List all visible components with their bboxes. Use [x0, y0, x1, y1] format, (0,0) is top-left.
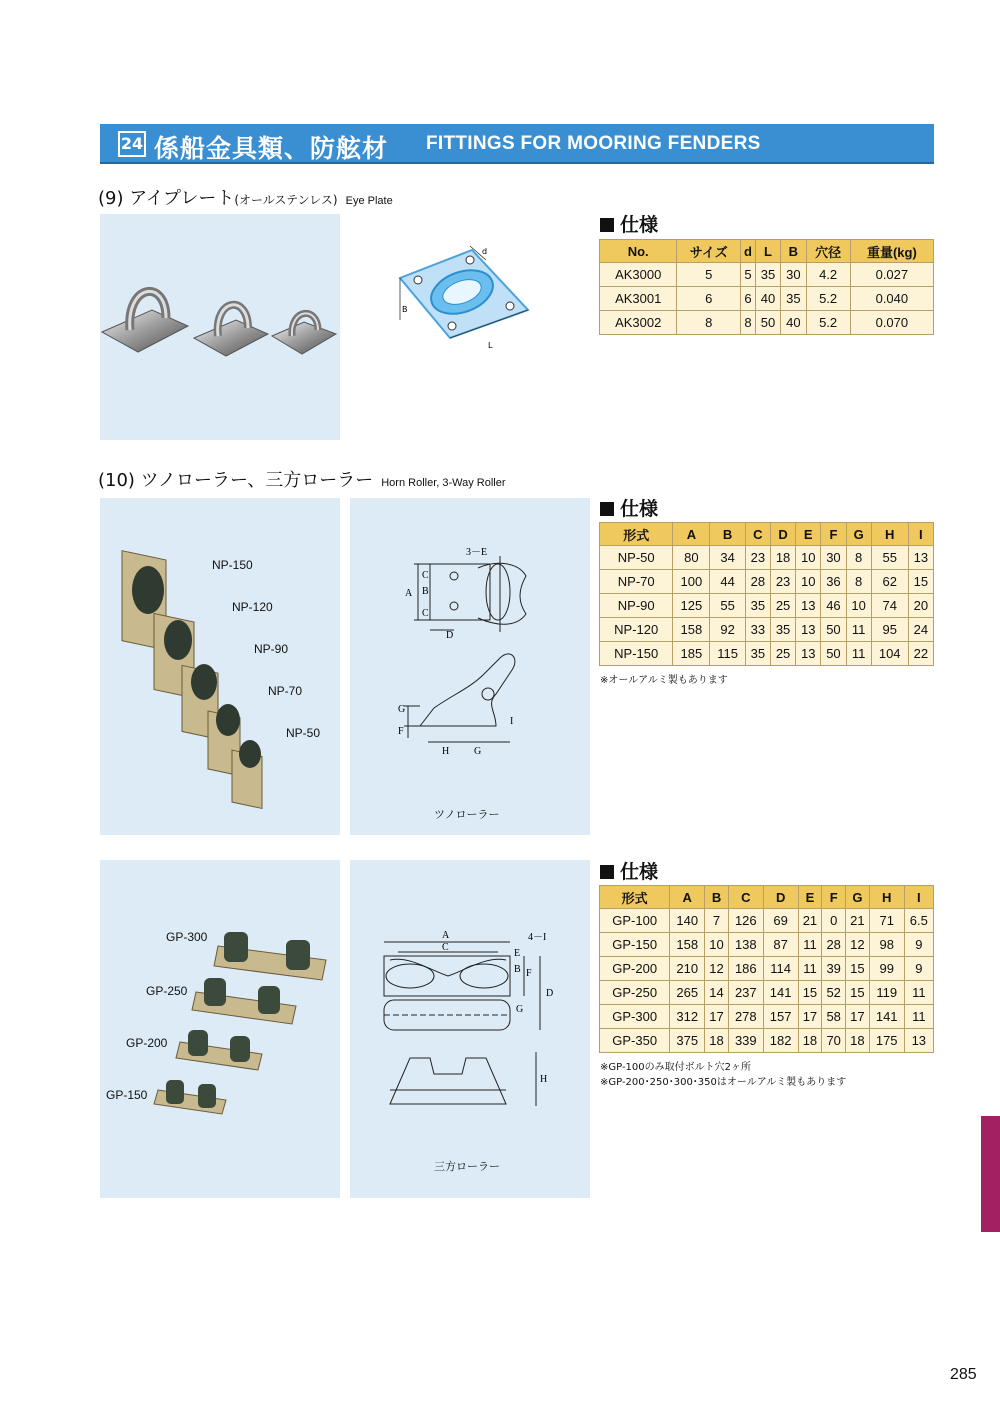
table-row	[600, 909, 934, 933]
horn-roller-specs-heading	[600, 494, 658, 521]
table-row	[600, 287, 934, 311]
table-cell: 4.2	[806, 263, 850, 287]
table-header-cell: A	[670, 886, 705, 909]
table-cell: NP-150	[600, 642, 673, 666]
gp300-label: GP-300	[166, 930, 208, 944]
table-cell: 9	[904, 957, 933, 981]
table-header-cell: 重量(kg)	[850, 240, 933, 263]
table-cell: 18	[798, 1029, 822, 1053]
table-cell: 92	[710, 618, 745, 642]
table-cell: 13	[796, 618, 821, 642]
table-cell: 15	[846, 957, 870, 981]
table-cell: 87	[763, 933, 798, 957]
table-cell: 17	[798, 1005, 822, 1029]
table-header-cell: H	[869, 886, 904, 909]
dim-i: I	[510, 716, 514, 727]
dim-f: F	[398, 726, 404, 737]
eye-plate-dim-d: d	[482, 247, 488, 256]
table-cell: 13	[796, 642, 821, 666]
table-cell: GP-250	[600, 981, 670, 1005]
three-way-roller-note-1: ※GP-100のみ取付ボルト穴2ヶ所	[600, 1062, 751, 1073]
table-cell: 0.070	[850, 311, 933, 335]
table-cell: 114	[763, 957, 798, 981]
table-cell: 125	[673, 594, 710, 618]
table-cell: 21	[798, 909, 822, 933]
table-cell: 10	[705, 933, 729, 957]
table-cell: 14	[705, 981, 729, 1005]
table-cell: GP-300	[600, 1005, 670, 1029]
horn-roller-photo-illustration	[100, 498, 340, 835]
dim-a: A	[405, 588, 413, 599]
table-cell: 12	[846, 933, 870, 957]
table-header-cell: F	[821, 523, 846, 546]
table-row	[600, 263, 934, 287]
square-bullet-icon	[600, 865, 614, 879]
dim-g: G	[398, 704, 406, 715]
table-cell: 33	[745, 618, 770, 642]
table-cell: 5.2	[806, 311, 850, 335]
horn-roller-specs-heading-text: 仕様	[620, 498, 659, 520]
table-header-cell: H	[871, 523, 908, 546]
three-way-roller-note-2: ※GP-200･250･300･350はオールアルミ製もあります	[600, 1077, 847, 1088]
table-cell: 23	[745, 546, 770, 570]
table-header-cell: D	[763, 886, 798, 909]
table-header-cell: I	[904, 886, 933, 909]
table-header-cell: F	[822, 886, 846, 909]
side-tab-marker	[981, 1116, 1000, 1232]
table-cell: 10	[796, 570, 821, 594]
table-cell: GP-200	[600, 957, 670, 981]
dim-c: C	[442, 942, 449, 953]
table-cell: 55	[710, 594, 745, 618]
table-cell: 312	[670, 1005, 705, 1029]
table-cell: 6	[741, 287, 756, 311]
table-cell: 11	[846, 618, 871, 642]
table-cell: 18	[846, 1029, 870, 1053]
table-cell: 28	[822, 933, 846, 957]
horn-roller-title-en: Horn Roller, 3-Way Roller	[381, 477, 506, 489]
table-cell: 20	[908, 594, 933, 618]
table-cell: 138	[728, 933, 763, 957]
table-cell: 25	[770, 594, 795, 618]
table-row	[600, 546, 934, 570]
table-cell: 11	[904, 981, 933, 1005]
table-header-row	[600, 240, 934, 263]
table-cell: 157	[763, 1005, 798, 1029]
table-cell: 17	[846, 1005, 870, 1029]
eye-plate-subtitle: (オールステンレス)	[234, 193, 338, 207]
table-cell: 80	[673, 546, 710, 570]
table-cell: GP-350	[600, 1029, 670, 1053]
table-cell: 6	[677, 287, 741, 311]
table-cell: GP-100	[600, 909, 670, 933]
table-cell: 52	[822, 981, 846, 1005]
table-cell: 375	[670, 1029, 705, 1053]
table-cell: 34	[710, 546, 745, 570]
table-cell: 98	[869, 933, 904, 957]
eye-plate-title	[98, 184, 393, 210]
eye-plate-specs-heading-text: 仕様	[620, 214, 659, 236]
table-cell: 5	[677, 263, 741, 287]
table-cell: 22	[908, 642, 933, 666]
table-cell: 182	[763, 1029, 798, 1053]
table-cell: 62	[871, 570, 908, 594]
dim-b: B	[422, 586, 429, 597]
eye-plate-diagram	[390, 240, 540, 355]
table-cell: 0.027	[850, 263, 933, 287]
dim-d: D	[446, 630, 454, 641]
dim-a: A	[442, 930, 450, 941]
table-cell: 46	[821, 594, 846, 618]
dim-3e: 3－E	[466, 547, 488, 558]
horn-roller-note: ※オールアルミ製もあります	[600, 675, 728, 686]
table-header-cell: L	[755, 240, 780, 263]
table-cell: 13	[796, 594, 821, 618]
table-cell: 24	[908, 618, 933, 642]
table-cell: 8	[846, 570, 871, 594]
square-bullet-icon	[600, 218, 614, 232]
horn-roller-spec-table	[599, 522, 934, 666]
dim-b: B	[514, 964, 521, 975]
table-cell: 7	[705, 909, 729, 933]
gp150-label: GP-150	[106, 1088, 148, 1102]
table-cell: 95	[871, 618, 908, 642]
np90-label: NP-90	[254, 642, 289, 656]
table-row	[600, 1029, 934, 1053]
section-header	[100, 124, 934, 164]
table-cell: 44	[710, 570, 745, 594]
table-cell: 10	[846, 594, 871, 618]
section-title-en: FITTINGS FOR MOORING FENDERS	[426, 133, 761, 154]
horn-roller-title	[98, 466, 506, 492]
table-cell: 11	[798, 957, 822, 981]
table-cell: 0	[822, 909, 846, 933]
table-cell: 40	[755, 287, 780, 311]
table-cell: 115	[710, 642, 745, 666]
table-header-cell: E	[798, 886, 822, 909]
table-cell: 141	[869, 1005, 904, 1029]
table-cell: NP-70	[600, 570, 673, 594]
table-header-cell: D	[770, 523, 795, 546]
table-cell: 11	[904, 1005, 933, 1029]
table-cell: 278	[728, 1005, 763, 1029]
table-cell: 11	[846, 642, 871, 666]
table-cell: 36	[821, 570, 846, 594]
table-cell: 17	[705, 1005, 729, 1029]
table-header-cell: d	[741, 240, 756, 263]
eye-plate-photo	[100, 214, 340, 440]
table-cell: 69	[763, 909, 798, 933]
table-cell: 11	[798, 933, 822, 957]
table-cell: 55	[871, 546, 908, 570]
np150-label: NP-150	[212, 558, 253, 572]
table-header-cell: サイズ	[677, 240, 741, 263]
table-cell: NP-90	[600, 594, 673, 618]
table-cell: 237	[728, 981, 763, 1005]
table-cell: 13	[908, 546, 933, 570]
table-cell: 74	[871, 594, 908, 618]
table-cell: 25	[770, 642, 795, 666]
dim-g: G	[516, 1004, 524, 1015]
table-cell: 13	[904, 1029, 933, 1053]
table-header-cell: I	[908, 523, 933, 546]
table-cell: 50	[821, 618, 846, 642]
table-row	[600, 311, 934, 335]
dim-e: E	[514, 948, 521, 959]
horn-roller-diagram	[350, 498, 590, 835]
table-cell: 140	[670, 909, 705, 933]
table-cell: 8	[677, 311, 741, 335]
table-header-cell: 穴径	[806, 240, 850, 263]
table-cell: 185	[673, 642, 710, 666]
table-cell: 35	[755, 263, 780, 287]
table-cell: GP-150	[600, 933, 670, 957]
table-header-cell: C	[745, 523, 770, 546]
table-cell: 119	[869, 981, 904, 1005]
dim-d: D	[546, 988, 554, 999]
table-cell: 71	[869, 909, 904, 933]
eye-plate-spec-table	[599, 239, 934, 335]
np50-label: NP-50	[286, 726, 321, 740]
table-cell: 158	[670, 933, 705, 957]
table-header-cell: 形式	[600, 523, 673, 546]
dim-c2: C	[422, 608, 429, 619]
table-cell: 339	[728, 1029, 763, 1053]
eye-plate-title-jp: (9) アイプレート	[98, 188, 235, 209]
table-cell: 5	[741, 263, 756, 287]
table-cell: 15	[846, 981, 870, 1005]
table-row	[600, 933, 934, 957]
dim-f: F	[526, 968, 532, 979]
dim-g2: G	[474, 746, 482, 757]
eye-plate-specs-heading	[600, 210, 658, 237]
three-way-roller-caption: 三方ローラー	[434, 1160, 500, 1173]
square-bullet-icon	[600, 502, 614, 516]
table-cell: 5.2	[806, 287, 850, 311]
table-row	[600, 981, 934, 1005]
dim-4i: 4－I	[528, 932, 547, 943]
eye-plate-dim-l: L	[488, 341, 493, 350]
table-cell: 158	[673, 618, 710, 642]
table-cell: 35	[745, 642, 770, 666]
table-cell: 186	[728, 957, 763, 981]
table-header-cell: 形式	[600, 886, 670, 909]
table-header-cell: B	[710, 523, 745, 546]
table-cell: 50	[821, 642, 846, 666]
table-cell: 265	[670, 981, 705, 1005]
table-row	[600, 594, 934, 618]
table-cell: 104	[871, 642, 908, 666]
eye-plate-dim-b: B	[402, 305, 408, 314]
table-cell: 70	[822, 1029, 846, 1053]
table-row	[600, 618, 934, 642]
table-header-row	[600, 523, 934, 546]
table-cell: 40	[781, 311, 806, 335]
table-header-cell: B	[705, 886, 729, 909]
table-header-cell: G	[846, 523, 871, 546]
table-cell: 58	[822, 1005, 846, 1029]
np120-label: NP-120	[232, 600, 273, 614]
table-header-cell: No.	[600, 240, 677, 263]
table-cell: 99	[869, 957, 904, 981]
table-cell: 30	[781, 263, 806, 287]
table-cell: 8	[741, 311, 756, 335]
table-cell: 100	[673, 570, 710, 594]
table-cell: 15	[798, 981, 822, 1005]
horn-roller-caption: ツノローラー	[434, 808, 500, 821]
eye-plate-title-en: Eye Plate	[345, 195, 393, 207]
table-cell: 50	[755, 311, 780, 335]
table-cell: 12	[705, 957, 729, 981]
table-cell: 35	[745, 594, 770, 618]
three-way-roller-specs-heading-text: 仕様	[620, 861, 659, 883]
table-header-row	[600, 886, 934, 909]
table-cell: AK3002	[600, 311, 677, 335]
table-header-cell: G	[846, 886, 870, 909]
three-way-roller-specs-heading	[600, 857, 658, 884]
table-cell: NP-50	[600, 546, 673, 570]
table-cell: 141	[763, 981, 798, 1005]
section-number: 24	[118, 131, 146, 157]
table-cell: 35	[770, 618, 795, 642]
table-cell: 10	[796, 546, 821, 570]
horn-roller-diagram-panel	[350, 498, 590, 835]
table-cell: 35	[781, 287, 806, 311]
three-way-roller-photo-illustration	[100, 860, 340, 1198]
three-way-roller-spec-table	[599, 885, 934, 1053]
table-cell: 210	[670, 957, 705, 981]
gp200-label: GP-200	[126, 1036, 168, 1050]
np70-label: NP-70	[268, 684, 303, 698]
eye-plate-photo-illustration	[100, 214, 340, 440]
table-header-cell: B	[781, 240, 806, 263]
table-header-cell: E	[796, 523, 821, 546]
table-cell: 30	[821, 546, 846, 570]
table-cell: 28	[745, 570, 770, 594]
table-cell: 175	[869, 1029, 904, 1053]
table-cell: 126	[728, 909, 763, 933]
three-way-roller-diagram	[350, 860, 590, 1198]
table-cell: 0.040	[850, 287, 933, 311]
table-cell: AK3001	[600, 287, 677, 311]
table-cell: 18	[770, 546, 795, 570]
gp250-label: GP-250	[146, 984, 188, 998]
table-cell: 8	[846, 546, 871, 570]
table-cell: 15	[908, 570, 933, 594]
table-cell: NP-120	[600, 618, 673, 642]
dim-h: H	[540, 1074, 548, 1085]
table-cell: 9	[904, 933, 933, 957]
horn-roller-photo	[100, 498, 340, 835]
table-cell: AK3000	[600, 263, 677, 287]
table-header-cell: A	[673, 523, 710, 546]
table-cell: 6.5	[904, 909, 933, 933]
table-row	[600, 957, 934, 981]
table-cell: 18	[705, 1029, 729, 1053]
table-cell: 23	[770, 570, 795, 594]
table-row	[600, 1005, 934, 1029]
table-cell: 39	[822, 957, 846, 981]
dim-c1: C	[422, 570, 429, 581]
table-row	[600, 570, 934, 594]
section-title-jp: 係船金具類、防舷材	[154, 134, 389, 163]
dim-h: H	[442, 746, 450, 757]
page-number: 285	[950, 1366, 977, 1383]
horn-roller-title-jp: (10) ツノローラー、三方ローラー	[98, 470, 374, 491]
table-row	[600, 642, 934, 666]
table-cell: 21	[846, 909, 870, 933]
table-header-cell: C	[728, 886, 763, 909]
three-way-roller-diagram-panel	[350, 860, 590, 1198]
three-way-roller-photo	[100, 860, 340, 1198]
